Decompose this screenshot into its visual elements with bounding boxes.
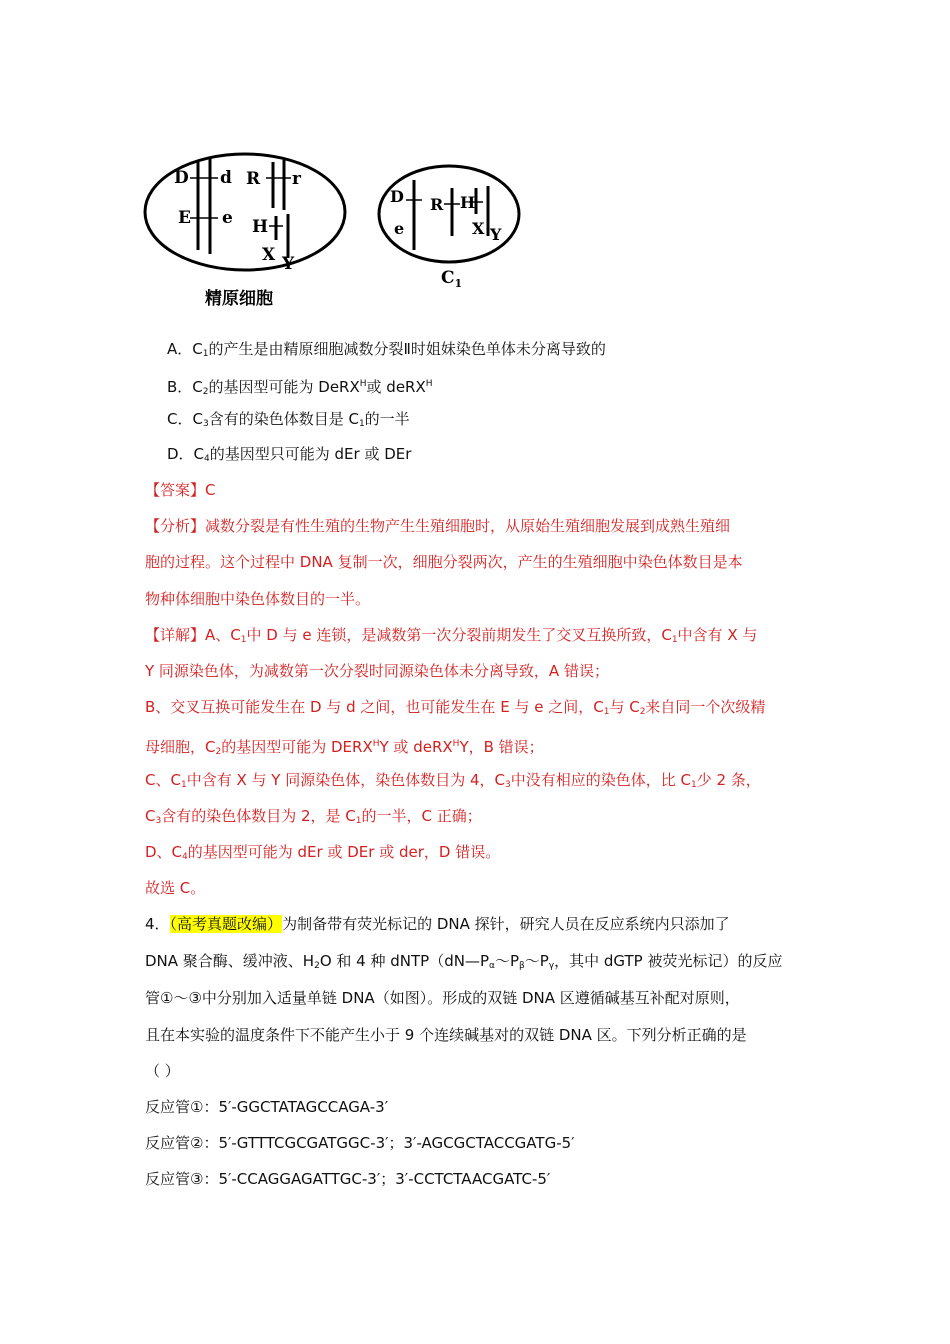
label-e: e bbox=[222, 208, 233, 228]
question4-line-5: （ ） bbox=[145, 1062, 180, 1080]
reaction-tube-3: 反应管③：5′-CCAGGAGATTGC-3′；3′-CCTCTAACGATC-5′ bbox=[145, 1170, 551, 1188]
cell1-caption: 精原细胞 bbox=[205, 289, 273, 309]
c1-label-Y: Y bbox=[490, 225, 502, 244]
label-r: r bbox=[292, 169, 301, 189]
detail-line-4: 母细胞，$C_2$的基因型可能为 $DERX^HY$ 或 deRX$^H$Y，B 错误； bbox=[145, 738, 544, 757]
detail-line-5: C、$C_1$中含有 X 与 Y 同源染色体，染色体数目为 4，$C_3$中没有相应的染色体，比 $C_1$少 2 条， bbox=[145, 771, 761, 790]
c1-label-D: D bbox=[390, 187, 404, 206]
option-a: A．$C_1$的产生是由精原细胞减数分裂Ⅱ时姐妹染色单体未分离导致的 bbox=[167, 340, 606, 359]
question-tag: （高考真题改编） bbox=[169, 915, 283, 933]
label-d: d bbox=[220, 168, 232, 188]
answer: 【答案】C bbox=[145, 481, 216, 499]
reaction-tube-2: 反应管②：5′-GTTTCGCGATGGC-3′；3′-AGCGCTACCGATG-5′ bbox=[145, 1134, 575, 1152]
c1-label-R: R bbox=[430, 195, 444, 214]
analysis-line-2: 胞的过程。这个过程中 DNA 复制一次，细胞分裂两次，产生的生殖细胞中染色体数目是本 bbox=[145, 553, 743, 571]
detail-line-7: D、$C_4$的基因型可能为 dEr 或 DEr 或 der，D 错误。 bbox=[145, 843, 501, 862]
detail-line-1: 【详解】A、$C_1$中 D 与 e 连锁，是减数第一次分裂前期发生了交叉互换所致，$C_1$中含有 X 与 bbox=[145, 626, 758, 645]
reaction-tube-1: 反应管①：5′-GGCTATAGCCAGA-3′ bbox=[145, 1098, 389, 1116]
question4-line-2: DNA 聚合酶、缓冲液、$H_2O$ 和 4 种 $dNTP(dN—P_\alpha\sim P_\beta\sim P_\gamma$，其中 dGTP 被荧光标记）的反应 bbox=[145, 952, 783, 971]
label-X: X bbox=[262, 245, 276, 265]
option-b: B．$C_2$的基因型可能为 DeRX$^H$或 deRX$^H$ bbox=[167, 378, 433, 397]
detail-line-2: Y 同源染色体，为减数第一次分裂时同源染色体未分离导致，A 错误； bbox=[145, 662, 609, 680]
option-c: C．$C_3$含有的染色体数目是 $C_1$的一半 bbox=[167, 410, 410, 429]
analysis-line-3: 物种体细胞中染色体数目的一半。 bbox=[145, 590, 371, 608]
c1-cell bbox=[379, 166, 519, 262]
chromosome-diagram bbox=[140, 150, 540, 320]
label-E: E bbox=[178, 208, 191, 228]
c1-label-X: X bbox=[472, 219, 485, 238]
label-H: H bbox=[252, 217, 269, 237]
question4-line-4: 且在本实验的温度条件下不能产生小于 9 个连续碱基对的双链 DNA 区。下列分析正确的是 bbox=[145, 1026, 747, 1044]
label-D: D bbox=[174, 168, 189, 188]
detail-line-3: B、交叉互换可能发生在 D 与 d 之间，也可能发生在 E 与 e 之间，$C_1$与 $C_2$来自同一个次级精 bbox=[145, 698, 766, 717]
label-R: R bbox=[246, 169, 261, 189]
c1-label-H: H bbox=[460, 193, 476, 212]
option-d: D．$C_4$的基因型只可能为 dEr 或 DEr bbox=[167, 445, 412, 464]
c1-caption: $C_1$ bbox=[441, 268, 463, 290]
c1-label-e: e bbox=[394, 219, 405, 238]
question4-line-1: 4．（高考真题改编）为制备带有荧光标记的 DNA 探针，研究人员在反应系统内只添加了 bbox=[145, 915, 730, 933]
question4-line-3: 管①～③中分别加入适量单链 DNA（如图）。形成的双链 DNA 区遵循碱基互补配对原则， bbox=[145, 989, 740, 1007]
chromosome-figure bbox=[140, 150, 540, 320]
conclusion: 故选 C。 bbox=[145, 879, 206, 897]
analysis-line-1: 【分析】减数分裂是有性生殖的生物产生生殖细胞时，从原始生殖细胞发展到成熟生殖细 bbox=[145, 517, 731, 535]
detail-line-6: $C_3$含有的染色体数目为 2，是 $C_1$的一半，C 正确； bbox=[145, 807, 482, 826]
label-Y: Y bbox=[282, 254, 295, 274]
